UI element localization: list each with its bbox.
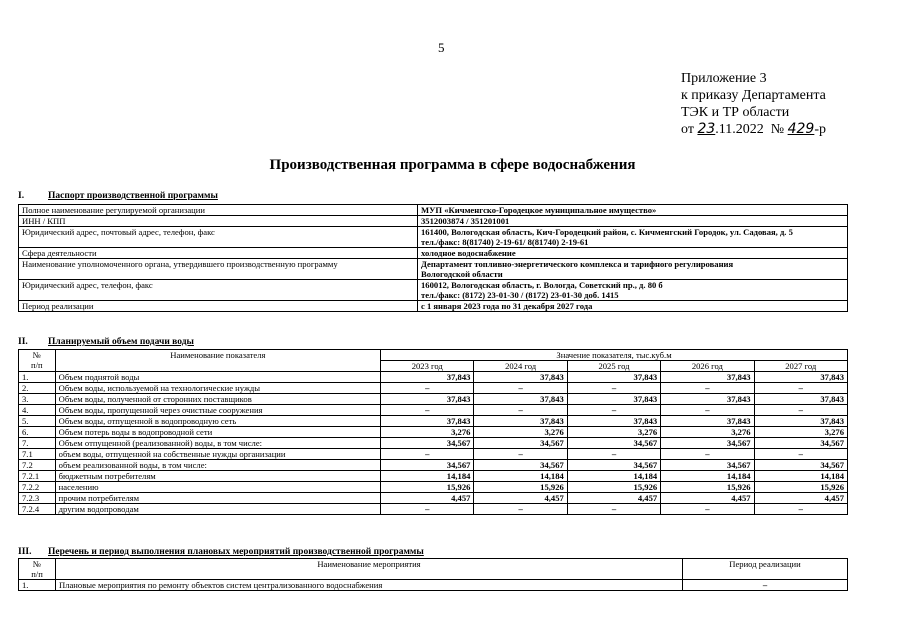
passport-row	[19, 301, 848, 312]
volume-value: –	[754, 383, 847, 394]
passport-label: Полное наименование регулируемой организации	[19, 205, 418, 216]
volume-value: 3,276	[661, 427, 754, 438]
passport-value-line2: тел./факс: (8172) 23-01-30 / (8172) 23-01-30 доб. 1415	[421, 290, 619, 300]
volume-value: 4,457	[381, 493, 474, 504]
volume-value: 3,276	[381, 427, 474, 438]
passport-value-line1: 160012, Вологодская область, г. Вологда, Советский пр., д. 80 б	[421, 280, 663, 290]
volume-value: 37,843	[567, 416, 660, 427]
appendix-line2: к приказу Департамента	[681, 88, 826, 103]
passport-label: Юридический адрес, телефон, факс	[19, 280, 418, 301]
volume-value: –	[661, 405, 754, 416]
page-number: 5	[438, 40, 445, 55]
events-table	[18, 558, 848, 591]
volume-value: 37,843	[567, 394, 660, 405]
volume-row-num: 7.2	[19, 460, 56, 471]
volume-value: 37,843	[474, 372, 567, 383]
volume-value: –	[567, 449, 660, 460]
volume-row	[19, 449, 848, 460]
passport-value-line1: холодное водоснабжение	[421, 248, 516, 258]
volume-row-num: 3.	[19, 394, 56, 405]
volume-row-name: Объем потерь воды в водопроводной сети	[55, 427, 380, 438]
volume-row-name: Объем воды, отпущенной в водопроводную сеть	[55, 416, 380, 427]
passport-value-line1: МУП «Кичменгско-Городецкое муниципальное имущество»	[421, 205, 657, 215]
volume-value: 34,567	[567, 438, 660, 449]
passport-label: Сфера деятельности	[19, 248, 418, 259]
passport-value-line1: с 1 января 2023 года по 31 декабря 2027 года	[421, 301, 593, 311]
volume-row-name: Объем поднятой воды	[55, 372, 380, 383]
volume-row	[19, 427, 848, 438]
section2-num: II.	[18, 337, 28, 347]
section2-title: Планируемый объем подачи воды	[48, 337, 194, 347]
section3-num: III.	[18, 547, 32, 557]
volume-value: –	[381, 405, 474, 416]
year-header: 2024 год	[474, 361, 567, 372]
volume-row	[19, 504, 848, 515]
volume-row-num: 7.1	[19, 449, 56, 460]
volume-value: 34,567	[754, 438, 847, 449]
passport-value-line1: 161400, Вологодская область, Кич-Городецкий район, с. Кичменгский Городок, ул. Садовая, д. 5	[421, 227, 793, 237]
volume-row	[19, 383, 848, 394]
volume-value: –	[381, 449, 474, 460]
volume-row-name: объем реализованной воды, в том числе:	[55, 460, 380, 471]
passport-value-line1: Департамент топливно-энергетического комплекса и тарифного регулирования	[421, 259, 734, 269]
volumes-header-num	[19, 350, 56, 372]
volume-row-name: объем воды, отпущенной на собственные нужды организации	[55, 449, 380, 460]
volume-value: 4,457	[567, 493, 660, 504]
volume-value: 37,843	[474, 394, 567, 405]
number-suffix: -р	[814, 122, 827, 137]
volume-value: 37,843	[754, 416, 847, 427]
section3-title: Перечень и период выполнения плановых мероприятий производственной программы	[48, 547, 424, 557]
volume-row-num: 1.	[19, 372, 56, 383]
events-header-name: Наименование мероприятия	[56, 559, 683, 580]
section1-heading	[18, 191, 218, 201]
appendix-header	[681, 70, 826, 138]
volume-value: 14,184	[754, 471, 847, 482]
passport-row	[19, 248, 848, 259]
number-prefix: №	[770, 122, 785, 137]
volume-row-num: 7.2.1	[19, 471, 56, 482]
year-header: 2025 год	[567, 361, 660, 372]
date-prefix: от	[681, 122, 694, 137]
volume-value: –	[567, 405, 660, 416]
section3-heading	[18, 547, 424, 557]
section1-title: Паспорт производственной программы	[48, 191, 218, 201]
volume-row	[19, 482, 848, 493]
volume-value: 34,567	[661, 438, 754, 449]
volume-value: 15,926	[474, 482, 567, 493]
num-header-line1: №	[32, 350, 41, 360]
volume-value: –	[754, 449, 847, 460]
volumes-header-group: Значение показателя, тыс.куб.м	[381, 350, 848, 361]
volume-value: 34,567	[661, 460, 754, 471]
volume-value: 4,457	[474, 493, 567, 504]
volume-value: 14,184	[661, 471, 754, 482]
volume-row	[19, 405, 848, 416]
volume-row-num: 5.	[19, 416, 56, 427]
passport-value	[418, 227, 848, 248]
volumes-header-name: Наименование показателя	[55, 350, 380, 372]
volume-row-name: бюджетным потребителям	[55, 471, 380, 482]
events-num-line1: №	[32, 559, 42, 569]
volume-value: 15,926	[381, 482, 474, 493]
volume-value: 37,843	[381, 394, 474, 405]
year-header: 2023 год	[381, 361, 474, 372]
volume-row	[19, 416, 848, 427]
volume-row-num: 7.2.4	[19, 504, 56, 515]
volume-value: 3,276	[474, 427, 567, 438]
volume-value: 34,567	[381, 460, 474, 471]
volume-value: 3,276	[567, 427, 660, 438]
volume-value: 37,843	[661, 416, 754, 427]
volume-value: –	[661, 504, 754, 515]
volume-row	[19, 471, 848, 482]
volume-row-num: 7.2.3	[19, 493, 56, 504]
volume-row	[19, 493, 848, 504]
event-name: Плановые мероприятия по ремонту объектов систем централизованного водоснабжения	[56, 580, 683, 591]
section2-heading	[18, 337, 194, 347]
passport-value	[418, 301, 848, 312]
volume-row-name: Объем отпущенной (реализованной) воды, в том числе:	[55, 438, 380, 449]
appendix-line1: Приложение 3	[681, 71, 767, 86]
volume-value: –	[567, 504, 660, 515]
volume-value: 34,567	[567, 460, 660, 471]
volume-value: 14,184	[567, 471, 660, 482]
passport-row	[19, 280, 848, 301]
passport-row	[19, 227, 848, 248]
volume-row	[19, 372, 848, 383]
passport-value	[418, 280, 848, 301]
volume-value: 3,276	[754, 427, 847, 438]
volume-value: 37,843	[754, 394, 847, 405]
events-num-line2: п/п	[31, 569, 43, 579]
volume-value: 34,567	[474, 460, 567, 471]
volume-value: –	[661, 449, 754, 460]
passport-value-line1: 3512003874 / 351201001	[421, 216, 510, 226]
volume-value: 37,843	[661, 394, 754, 405]
event-num: 1.	[19, 580, 56, 591]
volume-value: –	[474, 405, 567, 416]
appendix-date-line	[681, 121, 826, 138]
volume-value: 15,926	[754, 482, 847, 493]
volume-value: –	[381, 383, 474, 394]
passport-label: ИНН / КПП	[19, 216, 418, 227]
events-header-num	[19, 559, 56, 580]
volume-value: 14,184	[381, 471, 474, 482]
volume-row-name: Объем воды, полученной от сторонних поставщиков	[55, 394, 380, 405]
passport-table	[18, 204, 848, 312]
volume-value: 4,457	[661, 493, 754, 504]
document-title: Производственная программа в сфере водоснабжения	[269, 157, 636, 173]
volume-value: 34,567	[754, 460, 847, 471]
event-row	[19, 580, 848, 591]
volume-value: –	[474, 504, 567, 515]
volume-row-name: другим водопроводам	[55, 504, 380, 515]
passport-value	[418, 259, 848, 280]
events-header-period: Период реализации	[683, 559, 848, 580]
volumes-table	[18, 349, 848, 515]
volume-row-name: Объем воды, пропущенной через очистные сооружения	[55, 405, 380, 416]
volume-row-name: прочим потребителям	[55, 493, 380, 504]
year-header: 2026 год	[661, 361, 754, 372]
volume-row-num: 7.	[19, 438, 56, 449]
passport-value	[418, 216, 848, 227]
passport-row	[19, 205, 848, 216]
date-day: 23	[697, 121, 716, 137]
passport-value	[418, 248, 848, 259]
passport-row	[19, 259, 848, 280]
volume-value: 37,843	[381, 372, 474, 383]
date-rest: .11.2022	[715, 122, 764, 137]
volume-value: 15,926	[567, 482, 660, 493]
volume-row-name: населению	[55, 482, 380, 493]
volume-value: 4,457	[754, 493, 847, 504]
volume-row	[19, 394, 848, 405]
volume-value: –	[474, 383, 567, 394]
volume-row-num: 4.	[19, 405, 56, 416]
num-header-line2: п/п	[31, 360, 43, 370]
volume-value: 15,926	[661, 482, 754, 493]
volume-value: 37,843	[381, 416, 474, 427]
volume-value: 34,567	[381, 438, 474, 449]
order-number: 429	[787, 121, 815, 137]
volume-value: –	[661, 383, 754, 394]
volume-value: –	[381, 504, 474, 515]
passport-label: Наименование уполномоченного органа, утвердившего производственную программу	[19, 259, 418, 280]
passport-value-line2: Вологодской области	[421, 269, 503, 279]
passport-value	[418, 205, 848, 216]
volume-value: –	[474, 449, 567, 460]
volume-value: –	[567, 383, 660, 394]
volume-value: 34,567	[474, 438, 567, 449]
volume-value: 37,843	[754, 372, 847, 383]
volume-row-num: 6.	[19, 427, 56, 438]
volume-value: 37,843	[474, 416, 567, 427]
passport-label: Юридический адрес, почтовый адрес, телефон, факс	[19, 227, 418, 248]
volume-value: 14,184	[474, 471, 567, 482]
appendix-line3: ТЭК и ТР области	[681, 105, 790, 120]
passport-label: Период реализации	[19, 301, 418, 312]
volume-row	[19, 438, 848, 449]
volume-value: –	[754, 405, 847, 416]
passport-value-line2: тел./факс: 8(81740) 2-19-61/ 8(81740) 2-19-61	[421, 237, 589, 247]
volume-value: –	[754, 504, 847, 515]
volume-row-num: 7.2.2	[19, 482, 56, 493]
section1-num: I.	[18, 191, 25, 201]
volume-row-num: 2.	[19, 383, 56, 394]
volume-value: 37,843	[661, 372, 754, 383]
passport-row	[19, 216, 848, 227]
event-period: –	[683, 580, 848, 591]
volume-value: 37,843	[567, 372, 660, 383]
volume-row-name: Объем воды, используемой на технологические нужды	[55, 383, 380, 394]
year-header: 2027 год	[754, 361, 847, 372]
volume-row	[19, 460, 848, 471]
